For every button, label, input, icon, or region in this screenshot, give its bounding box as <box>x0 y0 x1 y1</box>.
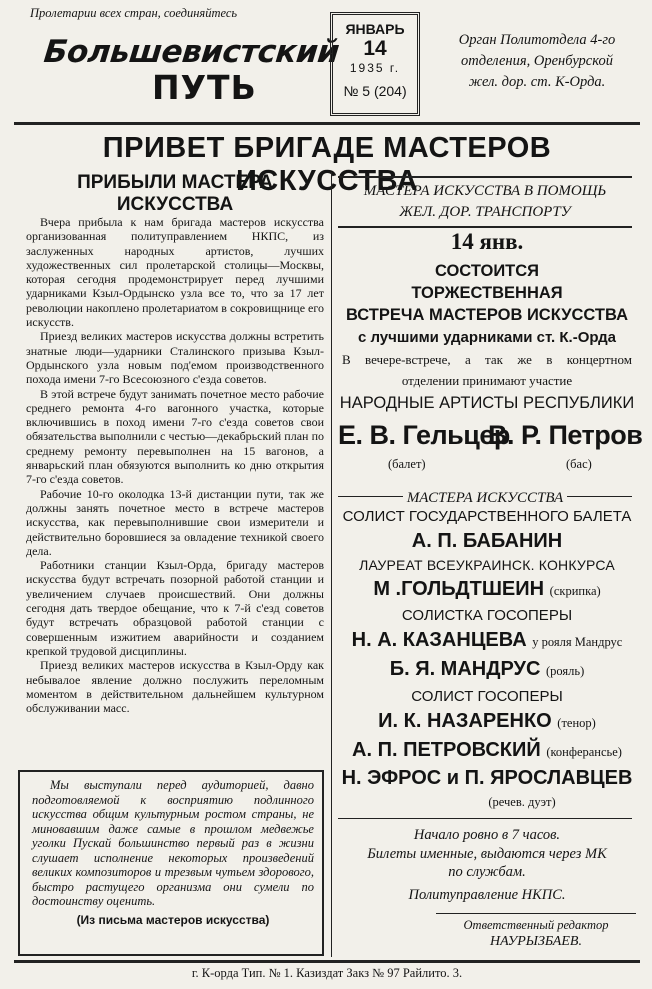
event-line-1: СОСТОИТСЯ <box>434 262 540 280</box>
performer-petrovsky-row <box>336 739 638 762</box>
announcement-divider <box>338 818 632 819</box>
print-footer: г. К-орда Тип. № 1. Казиздат Закз № 97 Райлито. 3. <box>191 966 463 980</box>
performer-duet-note: (речев. дуэт) <box>488 795 556 809</box>
performer-duet-row <box>336 767 638 790</box>
masters-label: МАСТЕРА ИСКУССТВА <box>403 490 567 506</box>
artist-geltser: Е. В. Гельцер <box>338 420 510 450</box>
announcement-header-line: ЖЕЛ. ДОР. ТРАНСПОРТУ <box>399 204 571 220</box>
performer-kazantseva-row <box>336 629 638 652</box>
event-line-3: ВСТРЕЧА МАСТЕРОВ ИСКУССТВА <box>346 306 628 324</box>
event-sub-2: отделении принимают участие <box>401 373 573 388</box>
footer-divider <box>14 960 640 963</box>
issue-day: 14 <box>363 37 387 60</box>
announcement-header-line: МАСТЕРА ИСКУССТВА В ПОМОЩЬ <box>363 183 607 199</box>
performer-title-4: СОЛИСТ ГОСОПЕРЫ <box>411 688 563 705</box>
event-date: 14 янв. <box>450 229 524 254</box>
quote-box <box>18 770 324 956</box>
quote-source: (Из письма мастеров искусства) <box>76 912 270 927</box>
article-paragraph: Работники станции Кзыл-Орда, бригаду мастеров искусства будут встречать позорной работой станции и увеличением случаев происшествий. Они должны сегодня дать твердое обещание, что к 7-й с'езд советов будут встречать образцовой работой станции с совершенным изжитием аварийности и созданием крепкой трудовой дисциплины. <box>26 558 324 658</box>
article-title: ПРИБЫЛИ МАСТЕРА ИСКУССТВА <box>77 172 273 215</box>
event-line-4: с лучшими ударниками ст. К.-Орда <box>357 329 617 346</box>
organ-line: отделения, Оренбурской <box>461 53 613 69</box>
article-paragraph: Рабочие 10-го околодка 13-й дистанции пути, так же должны занять почетное место в встрече мастеров искусства, как перевыполнившие свои измерители и действительно боровшиеся за овладение техникой своего дела. <box>26 486 324 558</box>
performer-goldtshein: М .ГОЛЬДТШЕИН <box>373 578 545 600</box>
article-body <box>26 215 324 715</box>
performer-goldtshein-note: (скрипка) <box>549 584 601 598</box>
column-divider <box>331 172 332 957</box>
article-paragraph: Вчера прибыла к нам бригада мастеров искусства организованная политуправлением НКПС, из заслуженных народных артистов, лучших художественных сил пролетарской столицы—Москвы, которая сегодня продемонстрирует перед лучшими ударниками Кзыл-Ордынско узла все то, что за 17 лет революции накоплено пролетариатом в сокровищнице его искусств. <box>26 215 324 330</box>
performer-kazantseva-note: у рояля Мандрус <box>532 635 623 649</box>
tickets-line-1: Билеты именные, выдаются через МК <box>367 846 607 862</box>
artist-geltser-role: (балет) <box>388 457 426 471</box>
organ-line: Орган Политотдела 4-го <box>458 32 616 48</box>
artist-petrov: В. Р. Петров <box>488 420 643 450</box>
article-paragraph: Приезд великих мастеров искусства в Кзыл-Орду как небывалое явление должно послужить переломным моментом в действительном дальнейшем культурном обслуживании масс. <box>26 658 324 716</box>
performer-petrovsky-note: (конферансье) <box>546 745 622 759</box>
performer-title-2: ЛАУРЕАТ ВСЕУКРАИНСК. КОНКУРСА <box>359 557 615 573</box>
performer-title-3: СОЛИСТКА ГОСОПЕРЫ <box>401 607 573 624</box>
announcement-header <box>338 176 632 228</box>
performer-nazarenko: И. К. НАЗАРЕНКО <box>378 710 552 732</box>
tickets-line-2: по службам. <box>448 864 526 880</box>
masthead-divider <box>14 122 640 125</box>
event-sub-1: В вечере-встрече, а так же в концертном <box>342 352 632 367</box>
performer-babanin: А. П. БАБАНИН <box>411 530 563 552</box>
quote-text: Мы выступали перед аудиторией, давно подготовляемой к восприятию подлинного искусства общим культурным ростом страны, не миновавшим даже самые в прошлом медвежье уголки Пускай большинство первый раз в жизни слушает исполнение некоторых произведений великих композиторов и трезвым чутьем здорового, быстро растущего организма они сумели по достоинству оценить. <box>32 778 314 908</box>
performer-mandrus-note: (рояль) <box>546 664 585 678</box>
performer-duet-and: и <box>446 767 460 789</box>
slogan: Пролетарии всех стран, соединяйтесь <box>30 6 238 20</box>
editor-label: Ответственный редактор <box>463 918 609 932</box>
start-time: Начало ровно в 7 часов. <box>413 827 561 843</box>
performer-mandrus: Б. Я. МАНДРУС <box>389 658 541 680</box>
issue-month: ЯНВАРЬ <box>345 21 405 37</box>
issue-number: № 5 (204) <box>343 83 407 99</box>
newspaper-title-line2: ПУТЬ <box>152 68 257 107</box>
masters-label-wrap <box>338 487 632 507</box>
performer-nazarenko-row <box>336 710 638 733</box>
newspaper-title-line1: Большевистский <box>42 34 341 70</box>
event-line-2: ТОРЖЕСТВЕННАЯ <box>411 284 563 302</box>
performer-efros: Н. ЭФРОС <box>341 767 442 789</box>
article-paragraph: В этой встрече будут занимать почетное место рабочие среднего ремонта 4-го вагонного участка, которые включившись в поход имени 7-го с'езда советов свои обязательства выполнили с честью—декабрьский план по среднему ремонту перевыполнен на 15 вагонов, а январьский план обязуются выполнить ко дню открытия 7-го с'езда советов. <box>26 386 324 487</box>
organizer: Политуправление НКПС. <box>408 887 566 903</box>
performer-title-1: СОЛИСТ ГОСУДАРСТВЕННОГО БАЛЕТА <box>342 508 632 525</box>
national-artists-label: НАРОДНЫЕ АРТИСТЫ РЕСПУБЛИКИ <box>339 394 635 412</box>
artist-petrov-role: (бас) <box>566 457 592 471</box>
editor-name: НАУРЫЗБАЕВ. <box>490 934 582 949</box>
publisher-organ <box>430 30 644 93</box>
editor-divider <box>436 913 636 914</box>
main-headline: ПРИВЕТ БРИГАДЕ МАСТЕРОВ ИСКУССТВА <box>102 132 552 197</box>
issue-year: 1935 г. <box>349 61 401 75</box>
performer-petrovsky: А. П. ПЕТРОВСКИЙ <box>352 739 541 761</box>
performer-nazarenko-note: (тенор) <box>557 716 596 730</box>
performer-kazantseva: Н. А. КАЗАНЦЕВА <box>351 629 527 651</box>
performer-goldtshein-row <box>336 578 638 601</box>
performer-mandrus-row <box>336 658 638 681</box>
issue-date-box <box>330 12 420 116</box>
performer-yaroslavtsev: П. ЯРОСЛАВЦЕВ <box>464 767 633 789</box>
organ-line: жел. дор. ст. К-Орда. <box>468 74 606 90</box>
article-paragraph: Приезд великих мастеров искусства должны встретить знатные люди—ударники Сталинского призыва Кзыл-Ордынского узла новым под'емом производственного похода имени 7-го Всесоюзного с'езда советов. <box>26 329 324 387</box>
